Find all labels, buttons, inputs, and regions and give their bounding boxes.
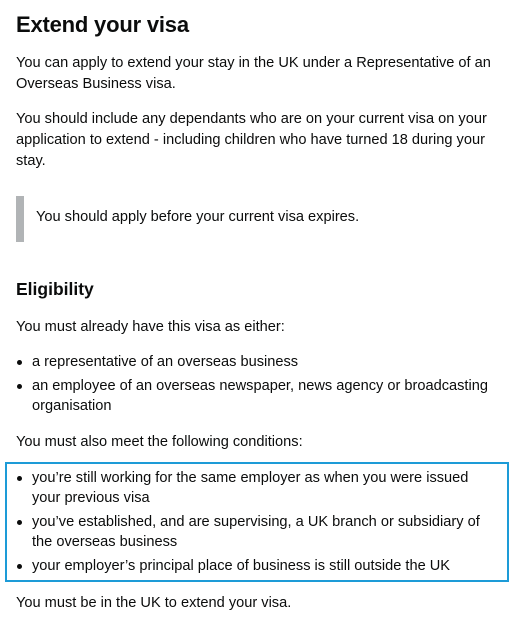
list-item [16,556,496,576]
list-item-text: an employee of an overseas newspaper, news agency or broadcasting organisation [32,378,488,414]
bullet-icon [17,360,22,365]
dependants-paragraph: You should include any dependants who are on your current visa on your application to extend - including children who have turned 18 during your stay. [16,111,487,169]
conditions-list [16,468,496,580]
list-item [16,468,496,508]
list-item [16,352,496,376]
inset-text-box [16,196,496,242]
conditions-lead: You must also meet the following conditions: [16,434,303,450]
intro-paragraph: You can apply to extend your stay in the UK under a Representative of an Overseas Business visa. [16,55,491,92]
bullet-icon [17,384,22,389]
bullet-icon [17,520,22,525]
closing-paragraph: You must be in the UK to extend your visa. [16,595,292,611]
page-title: Extend your visa [16,12,189,37]
bullet-icon [17,564,22,569]
inset-text: You should apply before your current visa expires. [36,209,360,225]
list-item-text: you’re still working for the same employer as when you were issued your previous visa [32,470,469,506]
bullet-icon [17,476,22,481]
roles-list [16,352,496,416]
eligibility-heading: Eligibility [16,279,94,299]
list-item-text: a representative of an overseas business [32,354,299,370]
list-item-text: you’ve established, and are supervising, a UK branch or subsidiary of the overseas business [32,514,480,550]
eligibility-lead: You must already have this visa as either: [16,319,285,335]
list-item [16,376,496,416]
list-item [16,512,496,552]
list-item-text: your employer’s principal place of business is still outside the UK [32,558,451,574]
